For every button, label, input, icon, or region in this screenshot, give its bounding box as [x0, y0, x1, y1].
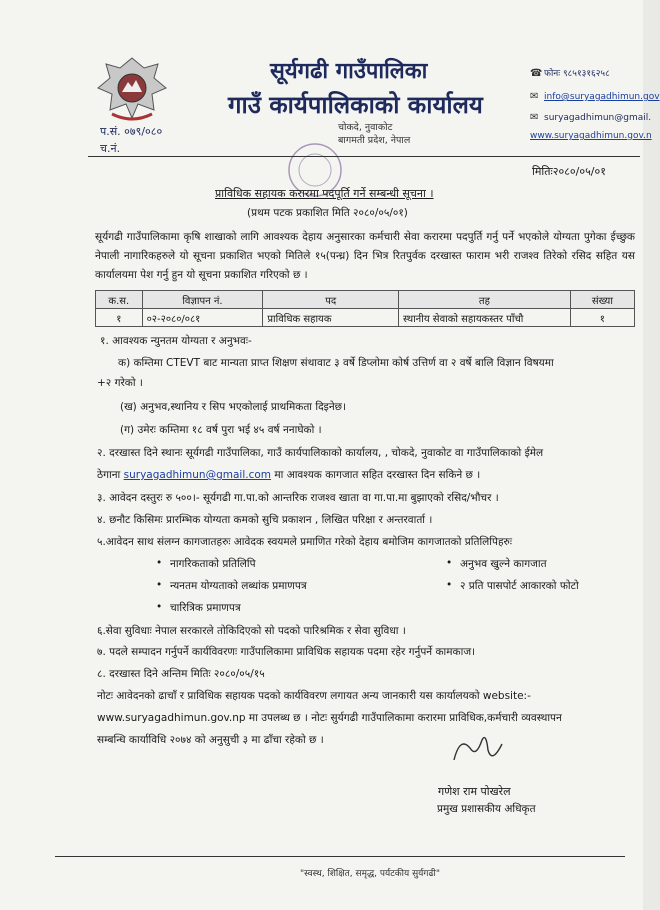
dispatch-number: च.नं. — [100, 142, 121, 155]
table-cell: १ — [96, 309, 143, 327]
office-name: गाउँ कार्यपालिकाको कार्यालय — [228, 91, 483, 119]
address-line-1: चोकदे, नुवाकोट — [338, 122, 393, 133]
first-published-date: (प्रथम पटक प्रकाशित मिति २०८०/०५/०१) — [247, 207, 408, 219]
email-contact-2 — [530, 112, 651, 123]
note-line-2: www.suryagadhimun.gov.np मा उपलब्ध छ । नोटः सुर्यगढी गाउँपालिकामा करारमा प्राविधिक,कर्मचारी व्यवस्थापन — [97, 712, 562, 724]
table-row — [96, 309, 635, 327]
table-cell: स्थानीय सेवाको सहायकस्तर पाँचौ — [399, 309, 571, 327]
signatory-title: प्रमुख प्रशासकीय अधिकृत — [437, 803, 536, 815]
phone-icon: ☎ — [530, 68, 543, 79]
table-cell: १ — [570, 309, 634, 327]
notice-title: प्राविधिक सहायक करारमा पदपूर्ति गर्ने सम्बन्धी सूचना । — [215, 187, 434, 200]
qualification-c: (ग) उमेरः कम्तिमा १८ वर्ष पुरा भई ४५ वर्ष ननाघेको । — [120, 424, 322, 436]
documents-heading: ५.आवेदन साथ संलग्न कागजातहरुः आवेदक स्वयमले प्रमाणित गरेको देहाय बमोजिम कागजातको प्रतिलिपिहरुः — [97, 536, 512, 548]
document-list-item: • न्यनतम योग्यताको लब्धांक प्रमाणपत्र — [170, 579, 307, 593]
email-suffix: मा आवश्यक कागजात सहित दरखास्त दिन सकिने छ । — [271, 469, 481, 481]
qualification-a-cont: +२ गरेको । — [97, 377, 143, 389]
website-contact — [530, 131, 652, 141]
application-email-line — [97, 468, 480, 482]
email-prefix: ठेगाना — [97, 469, 124, 481]
notice-date: मितिः२०८०/०५/०१ — [532, 165, 606, 178]
table-cell: प्राविधिक सहायक — [263, 309, 399, 327]
email-icon: ✉ — [530, 91, 539, 102]
qualification-b: (ख) अनुभव,स्थानिय र सिप भएकोलाई प्राथमिकता दिइनेछ। — [120, 401, 346, 413]
footer-divider — [55, 856, 625, 857]
address-line-2: बागमती प्रदेश, नेपाल — [338, 135, 411, 146]
email-link[interactable]: info@suryagadhimun.gov — [544, 92, 660, 102]
email-icon: ✉ — [530, 112, 539, 123]
document-list-item: • अनुभव खुल्ने कागजात — [460, 557, 547, 571]
document-list-item: • चारित्रिक प्रमाणपत्र — [170, 601, 241, 615]
footer-slogan: "स्वस्थ, शिक्षित, समृद्ध, पर्यटकीय सुर्यगढी" — [300, 869, 441, 879]
selection-method: ४. छनौट किसिमः प्रारम्भिक योग्यता कमको सुचि प्रकाशन , लिखित परिक्षा र अन्तरवार्ता । — [97, 514, 433, 526]
service-benefits: ६.सेवा सुविधाः नेपाल सरकारले तोकिदिएको सो पदको पारिश्रमिक र सेवा सुविधा । — [97, 625, 406, 637]
qualification-a: क) कम्तिमा CTEVT बाट मान्यता प्राप्त शिक्षण संथावाट ३ वर्षे डिप्लोमा कोर्ष उत्तिर्ण वा २ वर्षे बालि विज्ञान विषयमा — [118, 357, 554, 369]
header-cell: संख्या — [570, 291, 634, 309]
signatory-name: गणेश राम पोखरेल — [438, 785, 511, 798]
application-fee: ३. आवेदन दस्तुरः रु ५००।- सूर्यगढी गा.पा.को आन्तरिक राजश्व खाता वा गा.पा.मा बुझाएको रसिद/भौचर । — [97, 492, 499, 504]
email-contact — [530, 91, 660, 102]
phone-contact — [530, 66, 610, 79]
application-place: २. दरखास्त दिने स्थानः सूर्यगढी गाउँपालिका, गाउँ कार्यपालिकाको कार्यालय, , चोकदे, नुवाकोट वा गाउँपालिकाको ईमेल — [97, 447, 544, 459]
header-divider — [88, 156, 640, 157]
document-list-item: • नागरिकताको प्रतिलिपि — [170, 557, 256, 571]
note-line-3: सम्बन्धि कार्याविधि २०७४ को अनुसुची ३ मा ढाँचा रहेको छ । — [97, 734, 324, 746]
qualification-heading: १. आवश्यक न्युनतम योग्यता र अनुभवः- — [100, 335, 252, 347]
signature-icon — [448, 730, 508, 770]
office-address — [338, 121, 410, 147]
government-emblem-icon — [92, 54, 172, 124]
email-address-2: suryagadhimun@gmail. — [544, 113, 652, 123]
note-line-1: नोटः आवेदनको ढाचाँ र प्राविधिक सहायक पदको कार्यविवरण लगायत अन्य जानकारी यस कार्यालयको website:- — [97, 690, 531, 702]
header-cell: क.स. — [96, 291, 143, 309]
reference-number: प.सं. ०७९/०८० — [100, 125, 163, 138]
notice-intro: सूर्यगढी गाउँपालिकामा कृषि शाखाको लागि आवश्यक देहाय अनुसारका कर्मचारी सेवा करारमा पदपुर्ति गर्नु पर्ने भएकोले योग्यता पुगेका ईच्छुक नेपाली नागारिकहरुले यो सूचना प्रकाशित भएको मितिले १५(पन्ध्र) दिन भित्र रितपुर्वक दरखास्त फाराम भरी राजश्व तिरेको रसिद सहित यस कार्यालयमा पेश गर्नु हुन यो सूचना प्रकाशित गरिएको छ । — [95, 231, 635, 281]
job-description: ७. पदले सम्पादन गर्नुपर्ने कार्यविवरणः गाउँपालिकामा प्राविधिक सहायक पदमा रहेर गर्नुपर्ने कामकाज। — [97, 646, 476, 658]
header-cell: पद — [263, 291, 399, 309]
document-list-item: • २ प्रति पासपोर्ट आकारको फोटो — [460, 579, 579, 593]
application-email-link[interactable]: suryagadhimun@gmail.com — [123, 469, 272, 481]
table-header-row — [96, 291, 635, 309]
website-link[interactable]: www.suryagadhimun.gov.n — [530, 131, 652, 141]
header-cell: विज्ञापन नं. — [142, 291, 263, 309]
phone-number: फोनः ९८५१३१६२५८ — [544, 69, 610, 79]
municipality-name: सूर्यगढी गाउँपालिका — [270, 59, 428, 84]
table-cell: ०२-२०८०/०८१ — [142, 309, 263, 327]
vacancy-table — [95, 290, 635, 327]
deadline-date: ८. दरखास्त दिने अन्तिम मितिः २०८०/०५/१५ — [97, 668, 265, 680]
header-cell: तह — [399, 291, 571, 309]
